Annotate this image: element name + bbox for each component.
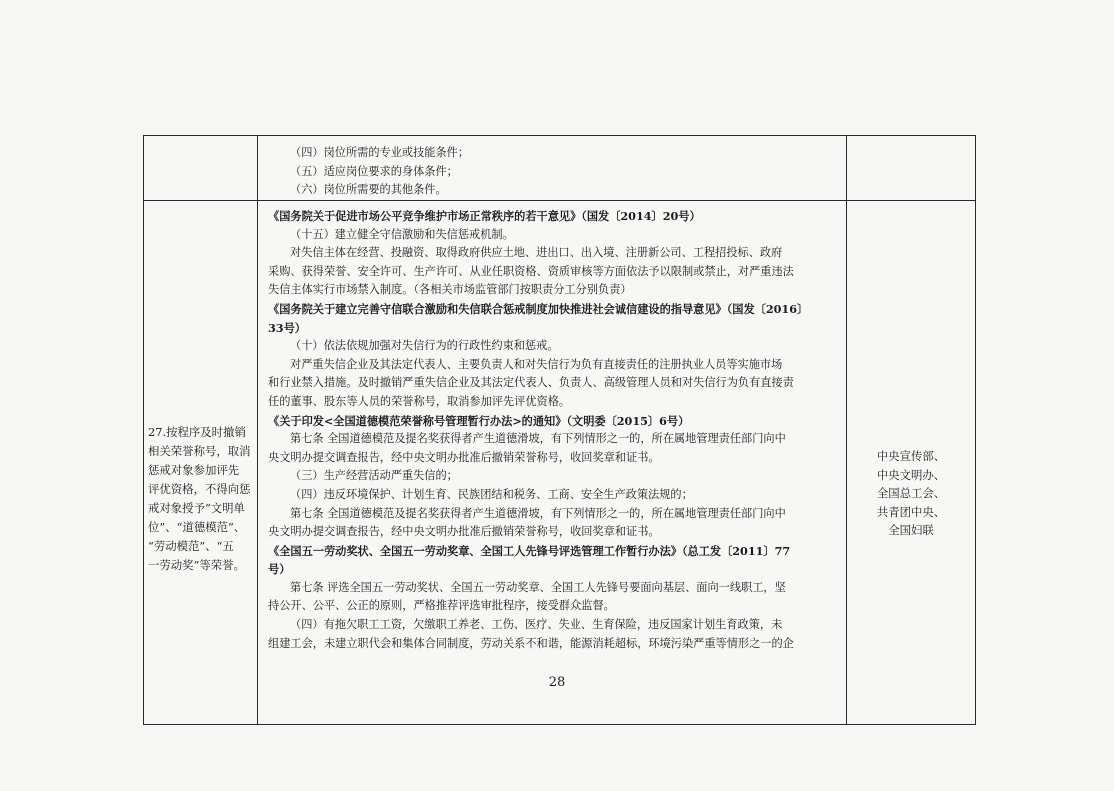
text-line: （十）依法依规加强对失信行为的行政性约束和惩戒。 — [290, 339, 559, 353]
dept-cell-empty — [847, 136, 976, 201]
text-line: 《全国五一劳动奖状、全国五一劳动奖章、全国工人先锋号评选管理工作暂行办法》（总工发〔2011〕77 — [268, 543, 791, 558]
text-line: （三）生产经营活动严重失信的； — [290, 469, 458, 483]
measure-line: 戒对象授予“文明单 — [148, 501, 245, 515]
measures-table — [143, 135, 976, 725]
text-line: 采购、获得荣誉、安全许可、生产许可、从业任职资格、资质审核等方面依法予以限制或禁止，对严重违法 — [268, 264, 794, 278]
measure-line: “劳动模范”、“五 — [148, 539, 234, 553]
measure-cell — [144, 201, 258, 725]
text-line: 号） — [268, 562, 291, 577]
text-line: 《国务院关于促进市场公平竞争维护市场正常秩序的若干意见》（国发〔2014〕20号） — [268, 209, 701, 223]
text-line: 第七条 评选全国五一劳动奖状、全国五一劳动奖章、全国工人先锋号要面向基层、面向一线职工，坚 — [290, 580, 786, 594]
text-line: 第七条 全国道德模范及提名奖获得者产生道德滑坡，有下列情形之一的，所在属地管理责任部门向中 — [290, 506, 786, 520]
basis-text — [258, 201, 846, 653]
text-line: （四）岗位所需的专业或技能条件； — [290, 146, 470, 159]
basis-cell — [258, 201, 847, 725]
department-name: 共青团中央、 — [876, 504, 946, 519]
text-line: 央文明办提交调查报告，经中央文明办批准后撤销荣誉称号，收回奖章和证书。 — [268, 525, 660, 539]
measure-cell-empty — [144, 136, 258, 201]
text-line: 对失信主体在经营、投融资、取得政府供应土地、进出口、出入境、注册新公司、工程招投标、政府 — [290, 246, 783, 260]
department-name: 中央宣传部、 — [876, 449, 946, 463]
measure-text — [144, 201, 257, 575]
text-line: （十五）建立健全守信激励和失信惩戒机制。 — [290, 227, 514, 241]
measure-line: 惩戒对象参加评先 — [148, 463, 240, 477]
text-line: （五）适应岗位要求的身体条件； — [290, 164, 458, 178]
measure-line: 27.按程序及时撤销 — [148, 425, 246, 439]
measure-line: 一劳动奖”等荣誉。 — [148, 558, 245, 572]
text-line: 组建工会，未建立职代会和集体合同制度，劳动关系不和谐，能源消耗超标，环境污染严重等情形之一的企 — [268, 636, 794, 650]
text-line: 和行业禁入措施。及时撤销严重失信企业及其法定代表人、负责人、高级管理人员和对失信行为负有直接责 — [268, 376, 794, 390]
text-line: （四）违反环境保护、计划生育、民族团结和税务、工商、安全生产政策法规的； — [290, 487, 693, 501]
text-line: 对严重失信企业及其法定代表人、主要负责人和对失信行为负有直接责任的注册执业人员等实施市场 — [290, 357, 783, 371]
text-line: 第七条 全国道德模范及提名奖获得者产生道德滑坡，有下列情形之一的，所在属地管理责任部门向中 — [290, 432, 786, 446]
text-line: （六）岗位所需要的其他条件。 — [290, 183, 447, 197]
text-line: 《关于印发<全国道德模范荣誉称号管理暂行办法>的通知》（文明委〔2015〕6号） — [268, 413, 690, 428]
text-line: 任的董事、股东等人员的荣誉称号，取消参加评先评优资格。 — [268, 394, 571, 408]
text-line: 33号） — [268, 320, 306, 335]
text-line: （四）有拖欠职工工资，欠缴职工养老、工伤、医疗、失业、生育保险，违反国家计划生育政策，未 — [290, 618, 783, 632]
top-lines — [258, 136, 846, 200]
department-name: 全国总工会、 — [876, 486, 946, 500]
table-row — [144, 136, 976, 201]
text-line: 失信主体实行市场禁入制度。（各相关市场监管部门按职责分工分别负责） — [268, 283, 632, 297]
text-line: 《国务院关于建立完善守信联合激励和失信联合惩戒制度加快推进社会诚信建设的指导意见》（国发〔2016〕 — [268, 301, 809, 316]
text-line: 持公开、公平、公正的原则，严格推荐评选审批程序，接受群众监督。 — [268, 599, 615, 613]
departments-text — [847, 201, 975, 540]
department-name: 中央文明办、 — [876, 467, 946, 482]
table-row — [144, 201, 976, 725]
text-line: 央文明办提交调查报告，经中央文明办批准后撤销荣誉称号，收回奖章和证书。 — [268, 450, 660, 464]
measure-line: 相关荣誉称号，取消 — [148, 444, 251, 458]
measure-line: 位”、“道德模范”、 — [148, 520, 246, 534]
department-name: 全国妇联 — [888, 523, 934, 537]
dept-cell — [847, 201, 976, 725]
page-number: 28 — [548, 675, 566, 690]
basis-cell-top — [258, 136, 847, 201]
measure-line: 评优资格，不得向惩 — [148, 482, 251, 496]
